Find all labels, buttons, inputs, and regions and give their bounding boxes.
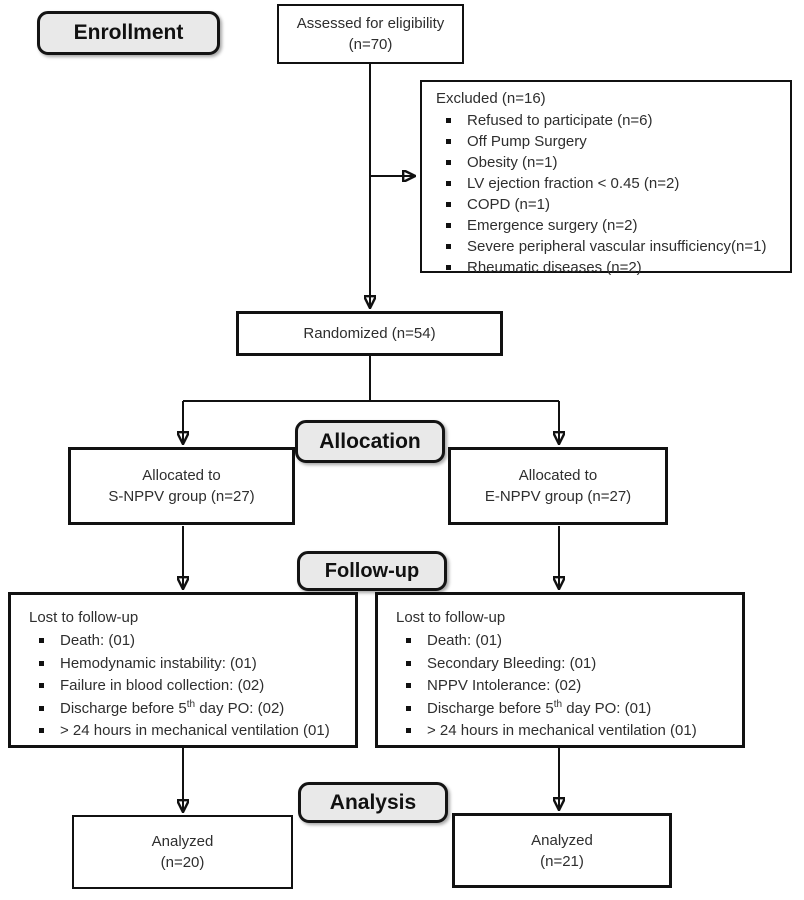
assessed-line1: Assessed for eligibility — [296, 15, 445, 32]
excluded-item — [434, 215, 782, 236]
lost-right-list — [394, 630, 734, 743]
allocated-snppv-line2: S-NPPV group (n=27) — [108, 488, 255, 505]
bullet-square-icon — [406, 728, 411, 733]
excluded-item-text: Obesity (n=1) — [467, 154, 558, 171]
bullet-square-icon — [39, 683, 44, 688]
lost-right-item-text: Secondary Bleeding: (01) — [427, 654, 597, 672]
allocated-enppv-line2: E-NPPV group (n=27) — [484, 488, 632, 505]
bullet-square-icon — [39, 661, 44, 666]
box-randomized — [236, 311, 503, 356]
excluded-item — [434, 173, 782, 194]
bullet-square-icon — [39, 706, 44, 711]
lost-left-item — [27, 675, 347, 698]
box-lost-followup-snppv — [8, 592, 358, 748]
lost-right-title: Lost to follow-up — [396, 609, 506, 626]
bullet-square-icon — [39, 638, 44, 643]
analyzed-snppv-count: (n=20) — [160, 854, 205, 871]
excluded-item-text: LV ejection fraction < 0.45 (n=2) — [467, 175, 680, 192]
excluded-item — [434, 194, 782, 215]
stage-label-analysis: Analysis — [298, 782, 448, 823]
lost-left-title: Lost to follow-up — [29, 609, 139, 626]
lost-left-item-text: Hemodynamic instability: (01) — [60, 654, 257, 672]
lost-right-item — [394, 698, 734, 721]
bullet-square-icon — [406, 638, 411, 643]
bullet-square-icon — [446, 202, 451, 207]
lost-left-item-text: Death: (01) — [60, 632, 136, 649]
excluded-item-text: COPD (n=1) — [467, 196, 550, 213]
lost-left-list — [27, 630, 347, 743]
lost-right-item-text: Discharge before 5th day PO: (01) — [427, 698, 652, 717]
excluded-item-text: Off Pump Surgery — [467, 133, 587, 150]
bullet-square-icon — [446, 118, 451, 123]
box-allocated-snppv — [68, 447, 295, 525]
lost-right-item — [394, 675, 734, 698]
bullet-square-icon — [446, 181, 451, 186]
excluded-item — [434, 131, 782, 152]
assessed-count: (n=70) — [348, 36, 393, 53]
excluded-title: Excluded (n=16) — [436, 90, 546, 107]
lost-left-item-text: Discharge before 5th day PO: (02) — [60, 698, 285, 717]
lost-right-item — [394, 720, 734, 743]
lost-left-item — [27, 630, 347, 653]
box-analyzed-snppv — [72, 815, 293, 889]
box-analyzed-enppv — [452, 813, 672, 888]
connector-randomized-split — [183, 356, 559, 401]
lost-right-item-text: Death: (01) — [427, 632, 503, 649]
lost-right-item-text: NPPV Intolerance: (02) — [427, 677, 582, 694]
excluded-item-text: Rheumatic diseases (n=2) — [467, 259, 642, 276]
bullet-square-icon — [446, 265, 451, 270]
box-assessed-for-eligibility — [277, 4, 464, 64]
excluded-item — [434, 257, 782, 278]
lost-right-item-text: > 24 hours in mechanical ventilation (01) — [427, 722, 697, 739]
lost-left-item-text: Failure in blood collection: (02) — [60, 677, 265, 694]
excluded-list — [434, 110, 782, 278]
bullet-square-icon — [39, 728, 44, 733]
excluded-item — [434, 236, 782, 257]
stage-label-allocation: Allocation — [295, 420, 445, 463]
allocated-enppv-line1: Allocated to — [518, 467, 598, 484]
bullet-square-icon — [406, 706, 411, 711]
lost-right-item — [394, 630, 734, 653]
excluded-item-text: Emergence surgery (n=2) — [467, 217, 638, 234]
analyzed-snppv-line1: Analyzed — [151, 833, 214, 850]
bullet-square-icon — [406, 661, 411, 666]
excluded-item-text: Severe peripheral vascular insufficiency(n=1) — [467, 238, 767, 255]
bullet-square-icon — [446, 223, 451, 228]
lost-left-item — [27, 698, 347, 721]
lost-left-item-text: > 24 hours in mechanical ventilation (01) — [60, 722, 330, 739]
analyzed-enppv-line1: Analyzed — [531, 831, 593, 849]
ordinal-superscript: th — [186, 698, 196, 710]
excluded-item-text: Refused to participate (n=6) — [467, 112, 653, 129]
box-allocated-enppv — [448, 447, 668, 525]
bullet-square-icon — [406, 683, 411, 688]
lost-left-item — [27, 720, 347, 743]
lost-left-item — [27, 653, 347, 676]
box-lost-followup-enppv — [375, 592, 745, 748]
excluded-item — [434, 152, 782, 173]
bullet-square-icon — [446, 244, 451, 249]
bullet-square-icon — [446, 139, 451, 144]
analyzed-enppv-count: (n=21) — [540, 852, 584, 870]
stage-label-enrollment: Enrollment — [37, 11, 220, 55]
stage-label-followup: Follow-up — [297, 551, 447, 591]
excluded-item — [434, 110, 782, 131]
randomized-text: Randomized (n=54) — [303, 325, 436, 342]
bullet-square-icon — [446, 160, 451, 165]
ordinal-superscript: th — [553, 698, 563, 710]
lost-right-item — [394, 653, 734, 676]
allocated-snppv-line1: Allocated to — [142, 467, 221, 484]
box-excluded — [420, 80, 792, 276]
